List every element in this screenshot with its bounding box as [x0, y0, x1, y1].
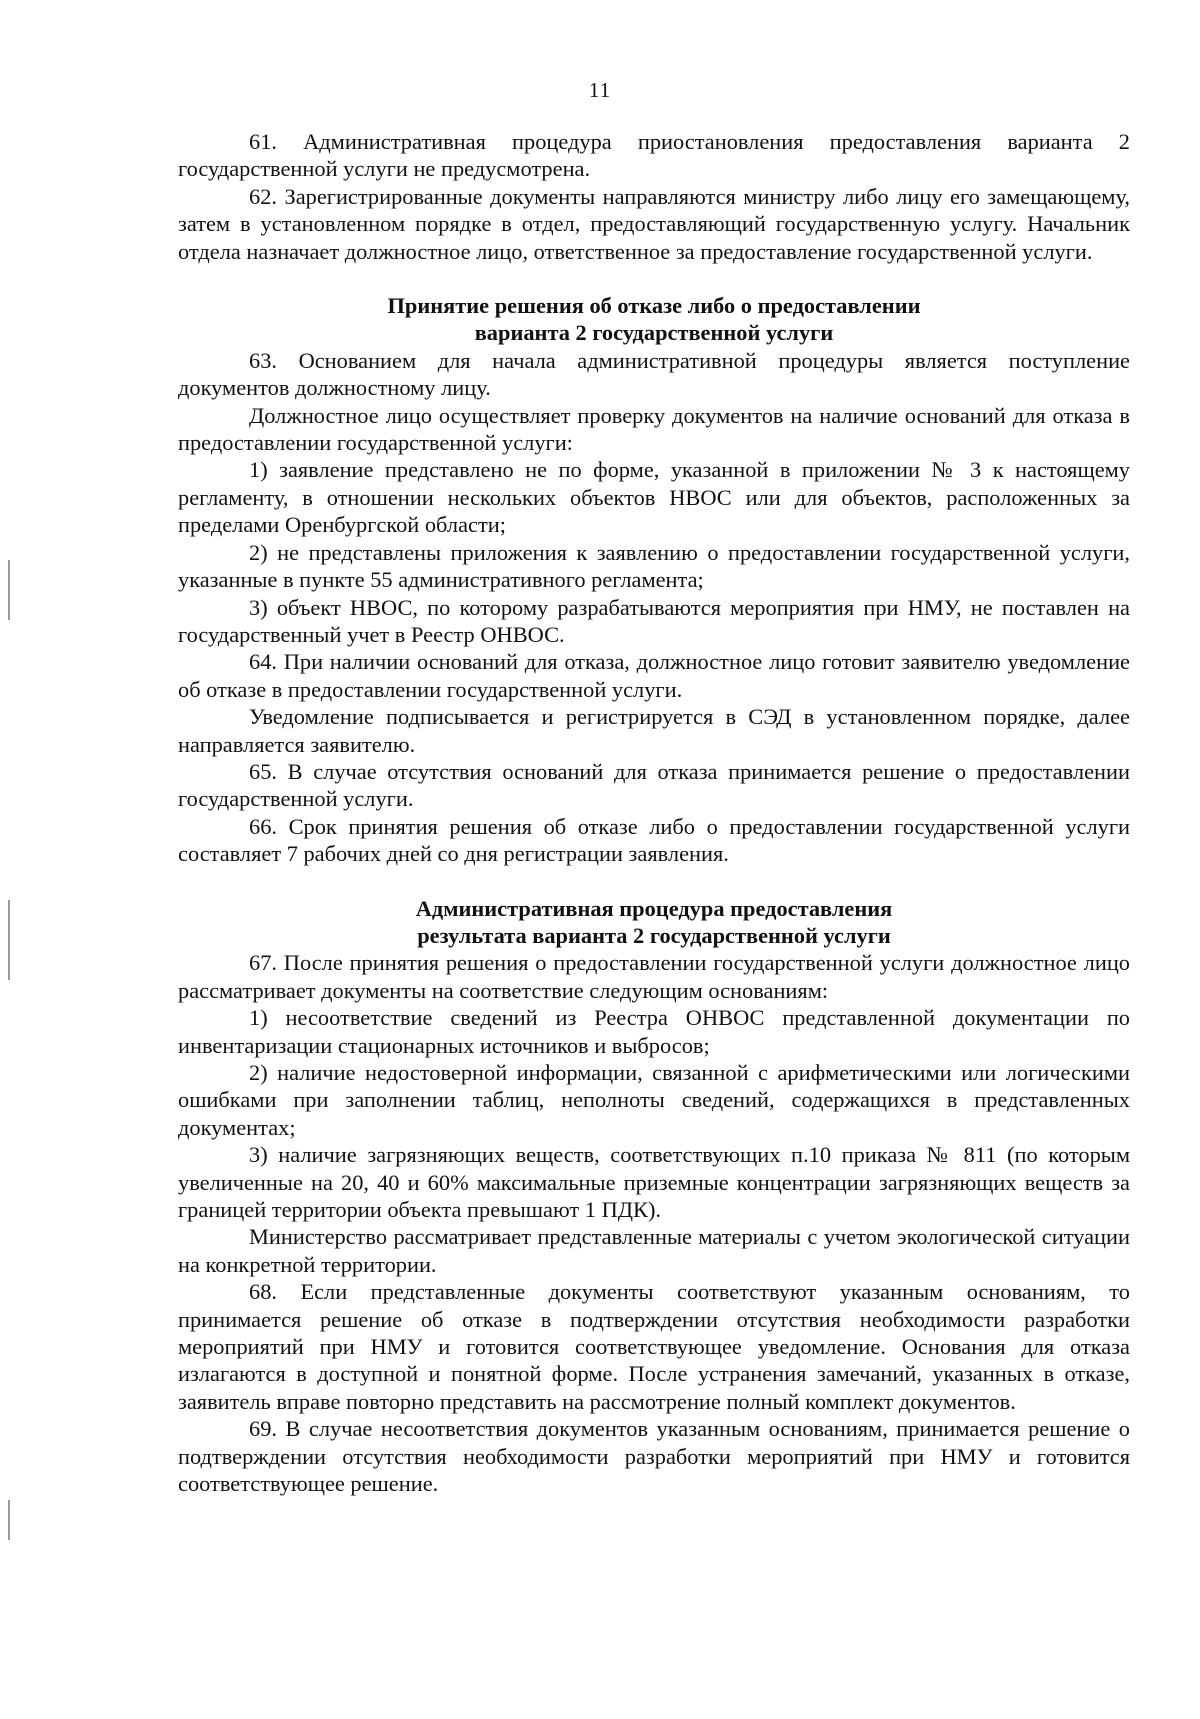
- paragraph: 68. Если представленные документы соответствуют указанным основаниям, то принимается решение об отказе в подтверждении отсутствия необходимости разработки мероприятий при НМУ и готовится соответствующее уведомление. Основания для отказа излагаются в доступной и понятной форме. После устранения замечаний, указанных в отказе, заявитель вправе повторно представить на рассмотрение полный комплект документов.: [178, 1279, 1130, 1414]
- paragraph: 67. После принятия решения о предоставлении государственной услуги должностное лицо рассматривает документы на соответствие следующим основаниям:: [178, 950, 1130, 1003]
- section-spacer: [178, 868, 1130, 895]
- scan-edge-mark: [8, 560, 10, 620]
- paragraph: 62. Зарегистрированные документы направляются министру либо лицу его замещающему, затем в установленном порядке в отдел, предоставляющий государственную услугу. Начальник отдела назначает должностное лицо, ответственное за предоставление государственной услуги.: [178, 183, 1130, 264]
- paragraph: Должностное лицо осуществляет проверку документов на наличие оснований для отказа в предоставлении государственной услуги:: [178, 402, 1130, 456]
- paragraph: Уведомление подписывается и регистрируется в СЭД в установленном порядке, далее направляется заявителю.: [178, 704, 1130, 757]
- paragraph: 1) несоответствие сведений из Реестра ОНВОС представленной документации по инвентаризации стационарных источников и выбросов;: [178, 1005, 1130, 1058]
- page-number: 11: [588, 78, 612, 102]
- paragraph: 1) заявление представлено не по форме, указанной в приложении № 3 к настоящему регламенту, в отношении нескольких объектов НВОС или для объектов, расположенных за пределами Оренбургской области;: [178, 457, 1130, 538]
- scan-edge-mark: [8, 1500, 10, 1540]
- section-heading-line: Принятие решения об отказе либо о предоставлении: [387, 293, 921, 319]
- paragraph: Министерство рассматривает представленные материалы с учетом экологической ситуации на конкретной территории.: [178, 1224, 1130, 1277]
- document-body: [178, 128, 1130, 1498]
- paragraph: 66. Срок принятия решения об отказе либо о предоставлении государственной услуги составляет 7 рабочих дней со дня регистрации заявления.: [178, 813, 1130, 867]
- paragraph: 65. В случае отсутствия оснований для отказа принимается решение о предоставлении государственной услуги.: [178, 758, 1130, 812]
- paragraph: 63. Основанием для начала административной процедуры является поступление документов должностному лицу.: [178, 347, 1130, 401]
- paragraph: 2) не представлены приложения к заявлению о предоставлении государственной услуги, указанные в пункте 55 административного регламента;: [178, 539, 1130, 593]
- section-heading-line: варианта 2 государственной услуги: [474, 320, 834, 346]
- paragraph: 3) наличие загрязняющих веществ, соответствующих п.10 приказа № 811 (по которым увеличенные на 20, 40 и 60% максимальные приземные концентрации загрязняющих веществ за границей территории объекта превышают 1 ПДК).: [178, 1142, 1130, 1223]
- paragraph: 2) наличие недостоверной информации, связанной с арифметическими или логическими ошибками при заполнении таблиц, неполноты сведений, содержащихся в представленных документах;: [178, 1060, 1130, 1140]
- paragraph: 64. При наличии оснований для отказа, должностное лицо готовит заявителю уведомление об отказе в предоставлении государственной услуги.: [178, 649, 1130, 702]
- section-heading-line: результата варианта 2 государственной услуги: [417, 922, 891, 948]
- section-heading-line: Административная процедура предоставления: [415, 895, 893, 921]
- section-spacer: [178, 265, 1130, 292]
- scan-edge-mark: [8, 900, 10, 980]
- paragraph: 61. Административная процедура приостановления предоставления варианта 2 государственной услуги не предусмотрена.: [178, 129, 1130, 182]
- paragraph: 3) объект НВОС, по которому разрабатываются мероприятия при НМУ, не поставлен на государственный учет в Реестр ОНВОС.: [178, 594, 1130, 647]
- paragraph: 69. В случае несоответствия документов указанным основаниям, принимается решение о подтверждении отсутствия необходимости разработки мероприятий при НМУ и готовится соответствующее решение.: [178, 1416, 1130, 1497]
